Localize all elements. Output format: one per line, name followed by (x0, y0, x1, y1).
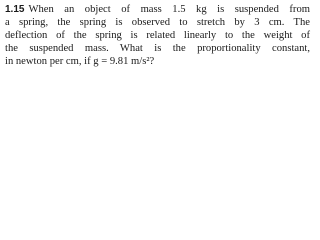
problem-line-text: When an object of mass 1.5 kg is suspended from (28, 4, 310, 15)
problem-number: 1.15 (5, 4, 25, 15)
problem-line-5: in newton per cm, if g = 9.81 m/s²? (5, 55, 155, 67)
problem-line-4: the suspended mass. What is the proportionality constant, (5, 42, 310, 54)
problem-line-1 (5, 4, 310, 17)
problem-text-block (0, 0, 316, 81)
problem-line-3: deflection of the spring is related linearly to the weight of (5, 29, 310, 41)
problem-line-2: a spring, the spring is observed to stretch by 3 cm. The (5, 16, 310, 28)
